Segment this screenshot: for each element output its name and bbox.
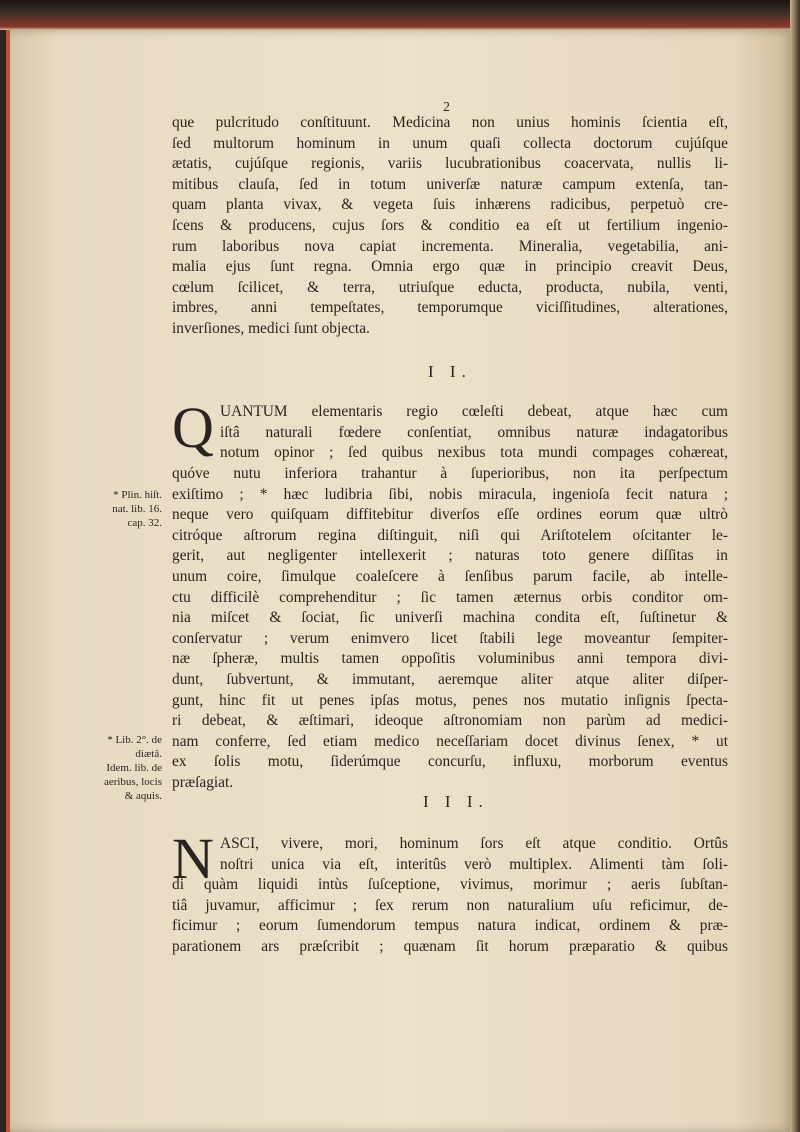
margin-note-line: cap. 32. bbox=[127, 517, 162, 529]
book-right-edge bbox=[790, 0, 800, 1132]
paragraph-3-lead bbox=[220, 834, 728, 875]
margin-note-line: diætâ. bbox=[135, 748, 162, 760]
margin-note-line: Idem. lib. de bbox=[106, 762, 162, 774]
margin-note-line: * Plin. hiſt. bbox=[113, 489, 162, 501]
margin-note-1 bbox=[80, 488, 162, 530]
section-heading-3: I I I. bbox=[423, 792, 489, 811]
text-line: di quàm liquidi intùs ſuſceptione, vivimus, morimur ; aeris ſubſtan- bbox=[172, 876, 728, 893]
text-line: tiâ juvamur, afficimur ; ſex rerum non naturalium uſu reficimur, de- bbox=[172, 896, 728, 914]
margin-note-2 bbox=[80, 733, 162, 803]
paragraph-1 bbox=[172, 113, 728, 340]
text-line: iſtâ naturali fœdere conſentiat, omnibus naturæ indagatoribus bbox=[220, 423, 728, 441]
text-line: notum opinor ; ſed quibus nexibus tota mundi compages cohæreat, bbox=[220, 444, 728, 462]
text-line: UANTUM elementaris regio cœleſti debeat, atque hæc cum bbox=[220, 403, 728, 420]
text-line: que pulcritudo conſtituunt. Medicina non unius hominis ſcientia eſt, bbox=[172, 114, 728, 131]
section-heading-2: I I. bbox=[428, 362, 472, 381]
text-line: mitibus clauſa, ſed in totum univerſæ naturæ campum extenſa, tan- bbox=[172, 175, 728, 193]
paragraph-3 bbox=[172, 875, 728, 957]
paragraph-2-lead bbox=[220, 402, 728, 464]
text-line: citróque aſtrorum regina diſtinguit, niſi qui Ariſtotelem oſcitanter le- bbox=[172, 526, 728, 544]
text-line: rum laboribus nova capiat incrementa. Mineralia, vegetabilia, ani- bbox=[172, 237, 728, 255]
text-line: ex ſolis motu, ſiderúmque concurſu, influxu, morborum eventus bbox=[172, 753, 728, 771]
text-line: ſcens & producens, cujus ſors & conditio ea eſt ut fertilium ingenio- bbox=[172, 216, 728, 234]
text-line: cœlum ſcilicet, & terra, utriuſque educta, producta, nubila, venti, bbox=[172, 278, 728, 296]
text-line: gerit, aut negligenter intellexerit ; naturas toto genere diſſitas in bbox=[172, 547, 728, 565]
text-line: noſtri unica via eſt, interitûs verò multiplex. Alimenti tàm ſoli- bbox=[220, 855, 728, 873]
text-line: inverſiones, medici ſunt objecta. bbox=[172, 319, 370, 337]
text-line: ri debeat, & æſtimari, ideoque aſtronomiam non parùm ad medici- bbox=[172, 712, 728, 730]
text-line: ASCI, vivere, mori, hominum ſors eſt atque conditio. Ortûs bbox=[220, 835, 728, 852]
drop-cap-n: N bbox=[172, 826, 214, 891]
text-line: dunt, ſubvertunt, & immutant, aeremque aliter atque aliter diſper- bbox=[172, 670, 728, 688]
text-line: ſed multorum hominum in unum quaſi collecta doctorum cujúſque bbox=[172, 134, 728, 152]
text-line: gunt, hinc fit ut penes ipſas motus, penes nos mutatio inſignis ſpecta- bbox=[172, 691, 728, 709]
text-line: parationem ars præſcribit ; quænam ſit horum præparatio & quibus bbox=[172, 937, 728, 955]
text-line: nia miſcet & ſociat, ſic univerſi machina condita eſt, ſuſtinetur & bbox=[172, 609, 728, 627]
paragraph-2 bbox=[172, 464, 728, 794]
page-number: 2 bbox=[443, 100, 450, 115]
text-line: malia ejus ſunt regna. Omnia ergo quæ in principio creavit Deus, bbox=[172, 258, 728, 276]
book-top-edge bbox=[0, 0, 800, 30]
text-line: quóve nutu inferiora trahantur à ſuperioribus, non ita perſpectum bbox=[172, 465, 728, 482]
margin-note-line: nat. lib. 16. bbox=[112, 503, 162, 515]
margin-note-line: aeribus, locis bbox=[103, 776, 162, 788]
text-line: præſagiat. bbox=[172, 773, 234, 791]
text-line: conſervatur ; verum enimvero licet ſtabili lege moveantur ſempiter- bbox=[172, 629, 728, 647]
text-line: ctu difficilè comprehenditur ; ſic tamen æternus orbis conditor om- bbox=[172, 588, 728, 606]
text-line: imbres, anni tempeſtates, temporumque viciſſitudines, alterationes, bbox=[172, 299, 728, 317]
text-line: næ ſpheræ, multis tamen oppoſitis voluminibus anni tempora divi- bbox=[172, 650, 728, 668]
margin-note-line: * Lib. 2°. de bbox=[107, 734, 162, 746]
margin-note-line: & aquis. bbox=[124, 790, 162, 802]
drop-cap-q: Q bbox=[172, 395, 214, 460]
text-line: neque vero quiſquam diffitebitur diverſos eſſe ordines eorum quæ ultrò bbox=[172, 506, 728, 524]
text-line: ætatis, cujúſque regionis, variis lucubrationibus coacervata, nullis li- bbox=[172, 155, 728, 173]
text-line: exiſtimo ; * hæc ludibria ſibi, nobis miracula, ingenioſa fecit natura ; bbox=[172, 485, 728, 503]
text-line: nam conferre, ſed etiam medico neceſſariam docet divinus ſenex, * ut bbox=[172, 732, 728, 750]
text-line: quam planta vivax, & vegeta ſuis inhærens radicibus, perpetuò cre- bbox=[172, 196, 728, 214]
text-line: unum coire, ſimulque coaleſcere à ſenſibus parum facile, ab intelle- bbox=[172, 567, 728, 585]
text-line: ficimur ; eorum ſumendorum tempus natura indicat, ordinem & præ- bbox=[172, 917, 728, 935]
